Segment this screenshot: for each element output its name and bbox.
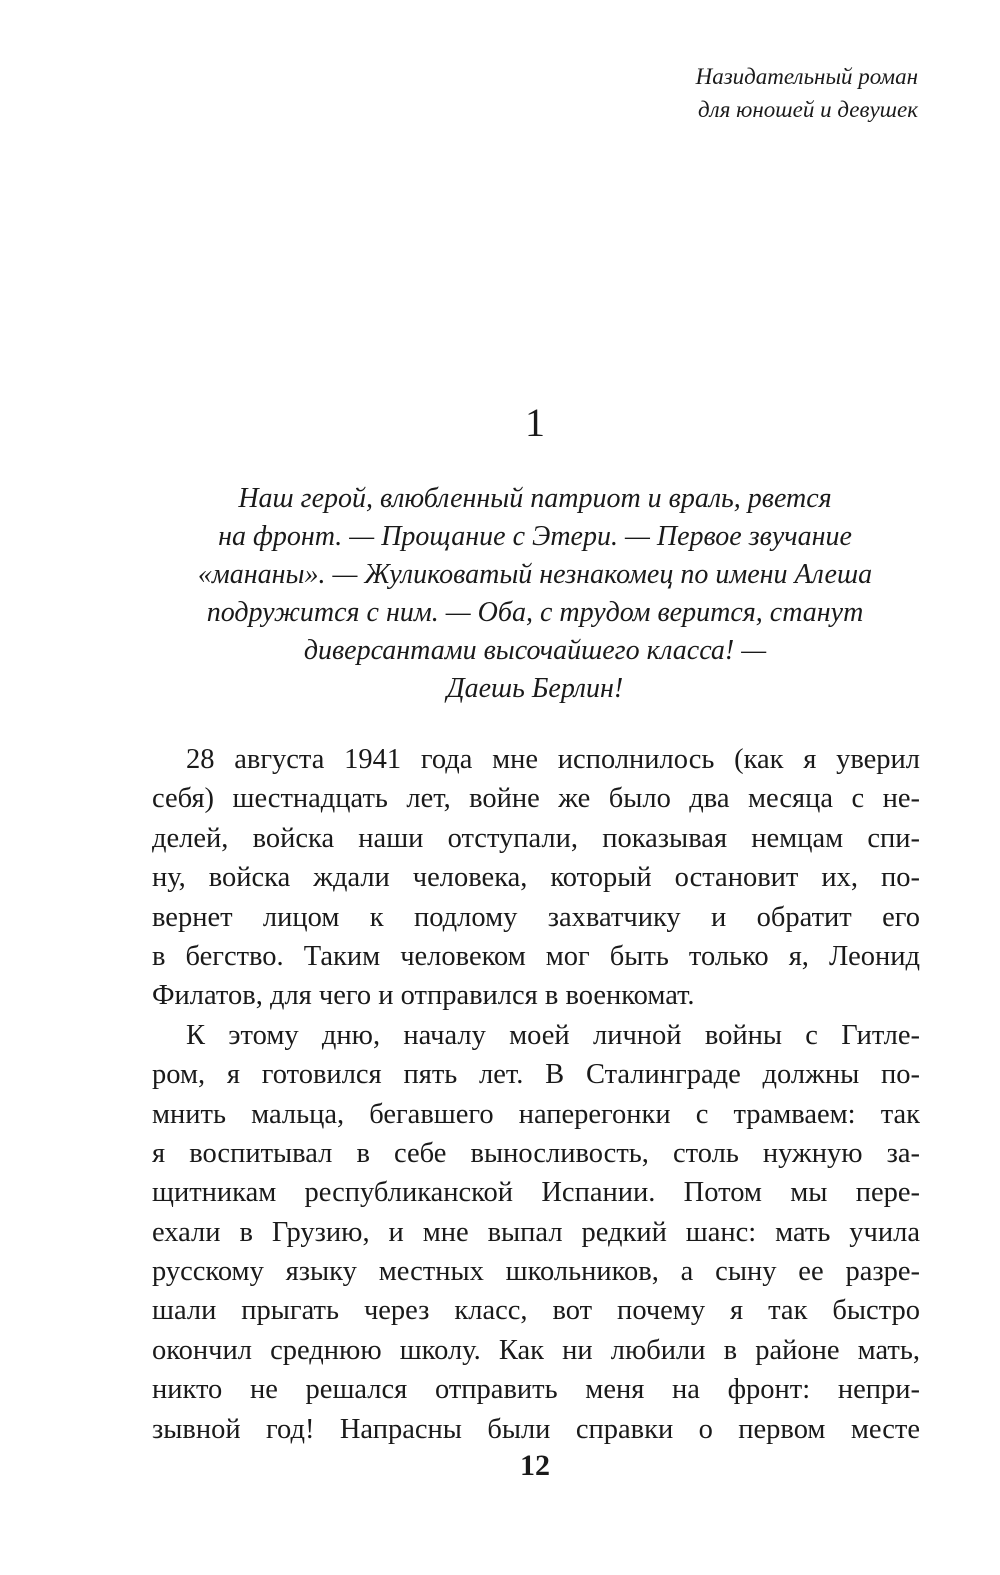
- synopsis-line: Наш герой, влюбленный патриот и враль, рвется: [238, 483, 832, 514]
- synopsis-line: подружится с ним. — Оба, с трудом верится, станут: [206, 597, 864, 628]
- running-head-line-2: для юношей и девушек: [698, 97, 918, 122]
- body-line: ехали в Грузию, и мне выпал редкий шанс: мать учила: [152, 1216, 920, 1248]
- body-line: 28 августа 1941 года мне исполнилось (как я уверил: [186, 744, 920, 775]
- body-line: К этому дню, началу моей личной войны с Гитле-: [186, 1019, 920, 1051]
- chapter-number: 1: [525, 400, 545, 445]
- synopsis-line: «мананы». — Жуликоватый незнакомец по имени Алеша: [197, 559, 873, 590]
- synopsis-line: Даешь Берлин!: [446, 673, 624, 704]
- body-line: шали прыгать через класс, вот почему я так быстро: [152, 1295, 920, 1327]
- body-line: мнить мальца, бегавшего наперегонки с трамваем: так: [152, 1098, 920, 1130]
- body-line: русскому языку местных школьников, а сыну ее разре-: [152, 1256, 920, 1288]
- chapter-synopsis: [150, 480, 920, 708]
- running-head: [696, 60, 918, 126]
- body-line: вернет лицом к подлому захватчику и обратит его: [152, 901, 920, 933]
- body-line: я воспитывал в себе выносливость, столь нужную за-: [152, 1137, 920, 1169]
- body-line: щитникам республиканской Испании. Потом мы пере-: [152, 1177, 920, 1209]
- body-line: ром, я готовился пять лет. В Сталинграде должны по-: [152, 1059, 920, 1091]
- body-line: себя) шестнадцать лет, войне же было два месяца с не-: [152, 783, 920, 815]
- synopsis-line: диверсантами высочайшего класса! —: [303, 635, 767, 666]
- body-line: ну, войска ждали человека, который остановит их, по-: [152, 862, 920, 894]
- page-number: 12: [520, 1449, 550, 1482]
- synopsis-line: на фронт. — Прощание с Этери. — Первое звучание: [218, 521, 852, 552]
- body-line: зывной год! Напрасны были справки о первом месте: [152, 1413, 920, 1445]
- body-line: делей, войска наши отступали, показывая немцам спи-: [152, 822, 920, 854]
- body-text: [152, 740, 920, 1449]
- running-head-line-1: Назидательный роман: [695, 64, 918, 89]
- body-line: в бегство. Таким человеком мог быть только я, Леонид: [152, 940, 920, 972]
- body-line: окончил среднюю школу. Как ни любили в районе мать,: [152, 1334, 920, 1366]
- body-line: никто не решался отправить меня на фронт: непри-: [152, 1374, 920, 1406]
- body-line: Филатов, для чего и отправился в военкомат.: [152, 980, 695, 1012]
